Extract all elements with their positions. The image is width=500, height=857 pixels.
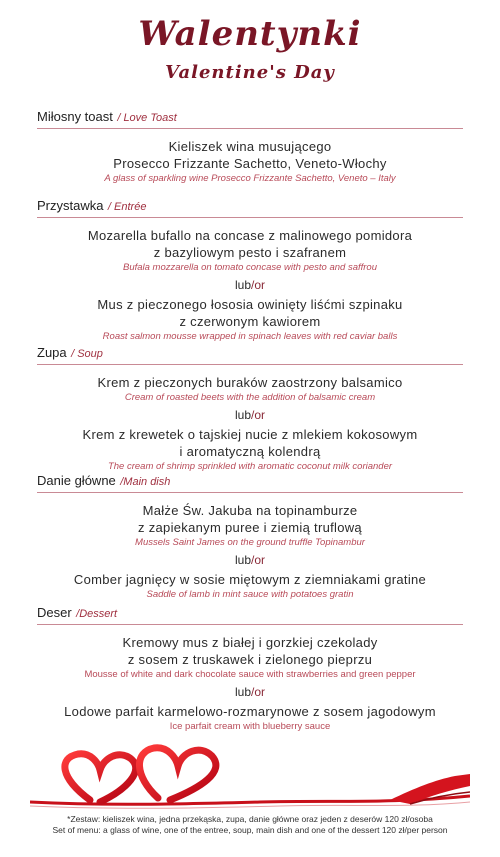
section-name-en: / Soup — [71, 348, 103, 360]
dish-item — [0, 138, 500, 185]
section-love-toast — [0, 108, 500, 185]
or-separator: lub/or — [234, 278, 266, 292]
dish-item — [0, 571, 500, 601]
dish-name-en: Ice parfait cream with blueberry sauce — [169, 721, 331, 732]
section-header — [37, 344, 463, 365]
section-name-pl: Danie główne — [37, 473, 116, 488]
dish-name-pl: z bazyliowym pesto i szafranem — [153, 245, 347, 260]
dish-name-pl: Prosecco Frizzante Sachetto, Veneto-Włochy — [113, 156, 387, 171]
section-header — [37, 472, 463, 493]
section-name-en: / Entrée — [107, 201, 147, 213]
dish-item — [0, 374, 500, 404]
or-separator: lub/or — [234, 685, 266, 699]
dish-item — [0, 703, 500, 733]
dish-item — [0, 502, 500, 549]
dish-name-en: Mousse of white and dark chocolate sauce with strawberries and green pepper — [84, 669, 416, 680]
section-header — [37, 604, 463, 625]
section-name-pl: Miłosny toast — [37, 109, 113, 124]
dish-name-pl: i aromatyczną kolendrą — [179, 444, 321, 459]
section-name-en: /Main dish — [120, 476, 171, 488]
section-name-en: / Love Toast — [117, 112, 177, 124]
section-main-dish — [0, 472, 500, 601]
section-dessert — [0, 604, 500, 733]
dish-item — [0, 426, 500, 473]
dish-name-pl: z zapiekanym puree i ziemią truflową — [138, 520, 362, 535]
footer-note — [0, 814, 500, 836]
footer-line-pl: *Zestaw: kieliszek wina, jedna przekąska, zupa, danie główne oraz jeden z deserów 120 zł/osoba — [67, 814, 433, 824]
dish-item — [0, 634, 500, 681]
section-name-pl: Przystawka — [37, 198, 104, 213]
dish-name-en: Bufala mozzarella on tomato concase with pesto and saffrou — [122, 262, 377, 273]
dish-item — [0, 296, 500, 343]
section-name-pl: Zupa — [37, 345, 67, 360]
dish-name-pl: Lodowe parfait karmelowo-rozmarynowe z sosem jagodowym — [64, 704, 436, 719]
dish-name-en: The cream of shrimp sprinkled with aromatic coconut milk coriander — [107, 461, 393, 472]
section-entree — [0, 197, 500, 343]
page-title: Walentynki — [138, 14, 362, 54]
dish-name-pl: Kremowy mus z białej i gorzkiej czekolady — [122, 635, 378, 650]
dish-name-en: A glass of sparkling wine Prosecco Frizzante Sachetto, Veneto – Italy — [104, 173, 396, 184]
dish-name-pl: z sosem z truskawek i zielonego pieprzu — [127, 652, 373, 667]
dish-name-en: Cream of roasted beets with the addition of balsamic cream — [124, 392, 376, 403]
section-header — [37, 197, 463, 218]
dish-name-pl: Mus z pieczonego łososia owinięty liśćmi szpinaku — [97, 297, 403, 312]
dish-name-pl: Małże Św. Jakuba na topinamburze — [142, 503, 358, 518]
dish-name-pl: z czerwonym kawiorem — [179, 314, 321, 329]
dish-name-pl: Mozarella bufallo na concase z malinowego pomidora — [87, 228, 413, 243]
dish-name-pl: Kieliszek wina musującego — [168, 139, 332, 154]
dish-name-pl: Comber jagnięcy w sosie miętowym z ziemniakami gratine — [73, 572, 427, 587]
dish-name-en: Mussels Saint James on the ground truffle Topinambur — [135, 537, 365, 548]
section-name-en: /Dessert — [76, 608, 118, 620]
dish-name-pl: Krem z pieczonych buraków zaostrzony balsamico — [97, 375, 403, 390]
dish-item — [0, 227, 500, 274]
dish-name-en: Roast salmon mousse wrapped in spinach leaves with red caviar balls — [102, 331, 398, 342]
section-header — [37, 108, 463, 129]
page-subtitle: Valentine's Day — [165, 62, 335, 83]
heart-ribbon-icon — [30, 730, 470, 810]
or-separator: lub/or — [234, 408, 266, 422]
dish-name-en: Saddle of lamb in mint sauce with potatoes gratin — [146, 589, 354, 600]
section-name-pl: Deser — [37, 605, 72, 620]
dish-name-pl: Krem z krewetek o tajskiej nucie z mlekiem kokosowym — [82, 427, 418, 442]
or-separator: lub/or — [234, 553, 266, 567]
section-soup — [0, 344, 500, 473]
footer-line-en: Set of menu: a glass of wine, one of the entree, soup, main dish and one of the dessert 120 zł/per person — [52, 825, 448, 835]
